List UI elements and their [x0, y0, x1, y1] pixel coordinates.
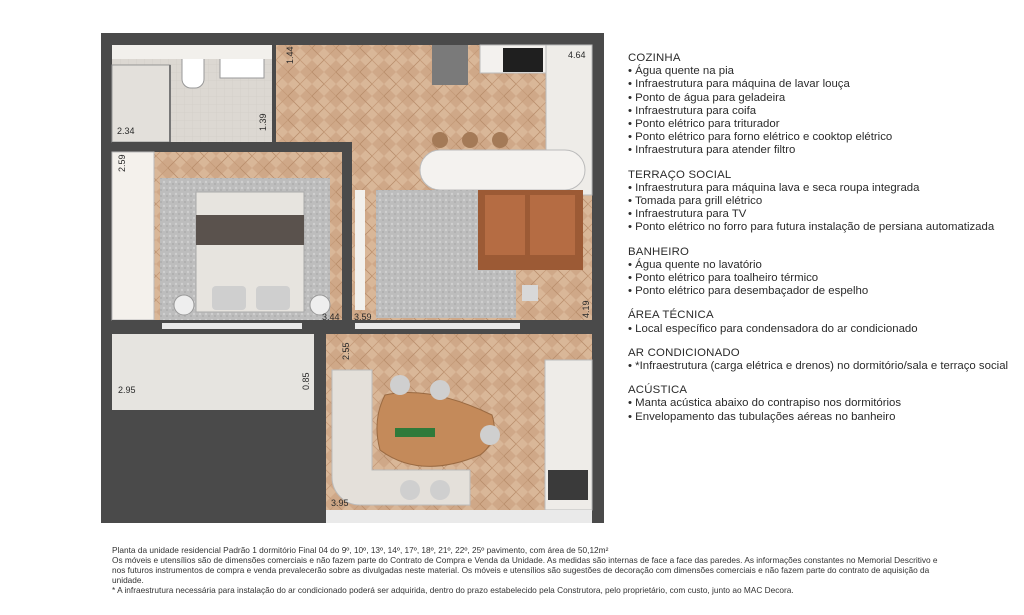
list-item: • Tomada para grill elétrico	[628, 195, 1018, 208]
dim-label: 2.34	[117, 126, 135, 136]
list-item: • *Infraestrutura (carga elétrica e drenos) no dormitório/sala e terraço social	[628, 360, 1018, 373]
legend-section-air-conditioning	[628, 347, 1018, 373]
section-title: COZINHA	[628, 52, 681, 64]
section-title: TERRAÇO SOCIAL	[628, 168, 732, 181]
list-item: • Infraestrutura para atender filtro	[628, 144, 1018, 157]
footnote-ac-note: * A infraestrutura necessária para instalação do ar condicionado poderá ser adquirida, dentro do prazo estabelecido pela Construtora, pelo proprietário, com custo, junto ao MAC Decora.	[112, 585, 794, 596]
tv-wall	[355, 190, 365, 310]
section-title: BANHEIRO	[628, 245, 690, 258]
dim-label: 3.59	[354, 312, 372, 322]
list-item: • Ponto elétrico para triturador	[628, 118, 1018, 131]
kitchen-island	[420, 150, 585, 190]
dim-label: 3.44	[322, 312, 340, 322]
features-legend	[628, 52, 1018, 435]
legend-section-technical-area	[628, 309, 1018, 335]
list-item: • Envelopamento das tubulações aéreas no banheiro	[628, 411, 1018, 424]
nightstand-left	[174, 295, 194, 315]
footnote	[112, 545, 942, 595]
footnote-unit-description: Planta da unidade residencial Padrão 1 dormitório Final 04 do 9º, 10º, 13º, 14º, 17º, 18º, 21º, 22º, 25º pavimento, com área de 50,12m²	[112, 545, 609, 555]
list-item: • Local específico para condensadora do ar condicionado	[628, 323, 1018, 336]
list-item: • Ponto elétrico no forro para futura instalação de persiana automatizada	[628, 221, 1018, 234]
list-item: • Ponto elétrico para toalheiro térmico	[628, 272, 1018, 285]
dim-label: 1.44	[285, 46, 295, 64]
section-title: ACÚSTICA	[628, 384, 688, 397]
list-item: • Infraestrutura para máquina de lavar louça	[628, 78, 1018, 91]
oven	[432, 45, 468, 85]
list-item: • Infraestrutura para máquina lava e seca roupa integrada	[628, 182, 1018, 195]
footnote-disclaimer: Os móveis e utensílios são de dimensões comerciais e não fazem parte do Contrato de Compra e Venda da Unidade. As medidas são internas de face a face das paredes. As informações constantes no Memorial Descritivo e nos futuros instrumentos de compra e venda prevalecerão sobre as divulgadas neste material. Os móveis e utensílios são sugestões de decoração com dimensões comerciais e não fazem parte do contrato de aquisição da unidade.	[112, 555, 938, 586]
dim-label: 2.95	[118, 385, 136, 395]
dim-label: 4.19	[581, 300, 591, 318]
list-item: • Ponto elétrico para desembaçador de espelho	[628, 285, 1018, 298]
technical-area	[112, 334, 314, 410]
cooktop	[503, 48, 543, 72]
grill	[548, 470, 588, 500]
legend-section-terrace	[628, 169, 1018, 235]
section-title: ÁREA TÉCNICA	[628, 309, 714, 322]
side-table	[522, 285, 538, 301]
dim-label: 0.85	[301, 372, 311, 390]
section-title: AR CONDICIONADO	[628, 346, 740, 359]
list-item: • Infraestrutura para TV	[628, 208, 1018, 221]
legend-section-bathroom	[628, 246, 1018, 299]
dim-label: 4.64	[568, 50, 586, 60]
list-item: • Infraestrutura para coifa	[628, 105, 1018, 118]
list-item: • Manta acústica abaixo do contrapiso nos dormitórios	[628, 397, 1018, 410]
dim-label: 2.59	[117, 154, 127, 172]
legend-section-kitchen	[628, 52, 1018, 158]
list-item: • Água quente no lavatório	[628, 259, 1018, 272]
bed-blanket	[196, 215, 304, 245]
legend-section-acoustics	[628, 384, 1018, 424]
list-item: • Ponto elétrico para forno elétrico e cooktop elétrico	[628, 131, 1018, 144]
dim-label: 3.95	[331, 498, 349, 508]
wardrobe	[112, 152, 154, 320]
list-item: • Ponto de água para geladeira	[628, 92, 1018, 105]
dim-label: 1.39	[258, 113, 268, 131]
list-item: • Água quente na pia	[628, 65, 1018, 78]
dim-label: 2.55	[341, 342, 351, 360]
